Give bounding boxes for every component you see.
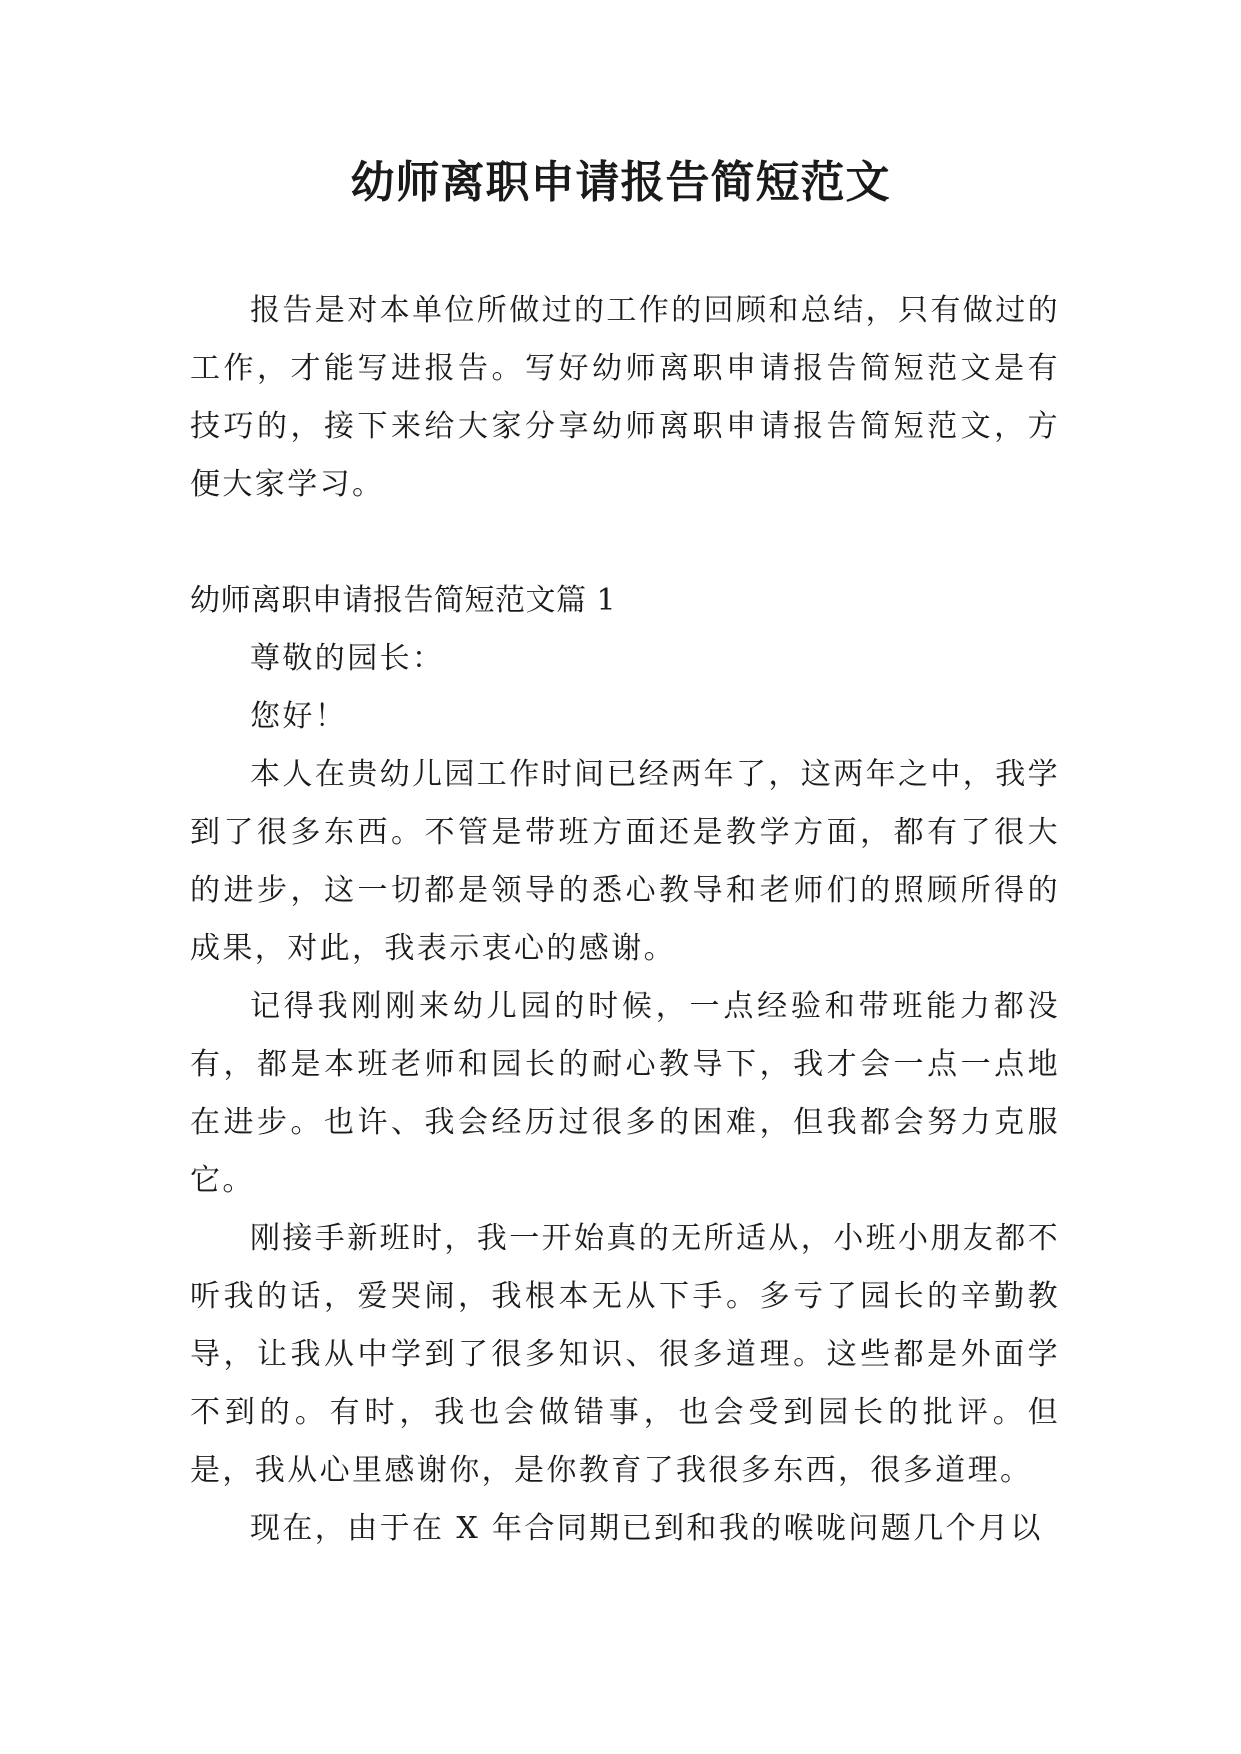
body-paragraph: 刚接手新班时，我一开始真的无所适从，小班小朋友都不听我的话，爱哭闹，我根本无从下手。多亏了园长的辛勤教导，让我从中学到了很多知识、很多道理。这些都是外面学不到的。有时，我也会做错事，也会受到园长的批评。但是，我从心里感谢你，是你教育了我很多东西，很多道理。 — [190, 1221, 1060, 1488]
salutation: 尊敬的园长： — [250, 641, 445, 676]
body-paragraph: 本人在贵幼儿园工作时间已经两年了，这两年之中，我学到了很多东西。不管是带班方面还是教学方面，都有了很大的进步，这一切都是领导的悉心教导和老师们的照顾所得的成果，对此，我表示衷心的感谢。 — [190, 757, 1060, 966]
section-heading: 幼师离职申请报告简短范文篇 1 — [190, 583, 617, 618]
intro-paragraph: 报告是对本单位所做过的工作的回顾和总结，只有做过的工作，才能写进报告。写好幼师离职申请报告简短范文是有技巧的，接下来给大家分享幼师离职申请报告简短范文，方便大家学习。 — [190, 293, 1060, 502]
document-title: 幼师离职申请报告简短范文 — [350, 157, 891, 208]
body-paragraph: 现在，由于在 X 年合同期已到和我的喉咙问题几个月以 — [250, 1511, 1043, 1546]
greeting: 您好！ — [250, 699, 348, 734]
document-body — [190, 282, 1060, 1558]
body-paragraph: 记得我刚刚来幼儿园的时候，一点经验和带班能力都没有，都是本班老师和园长的耐心教导下，我才会一点一点地在进步。也许、我会经历过很多的困难，但我都会努力克服它。 — [190, 989, 1060, 1198]
